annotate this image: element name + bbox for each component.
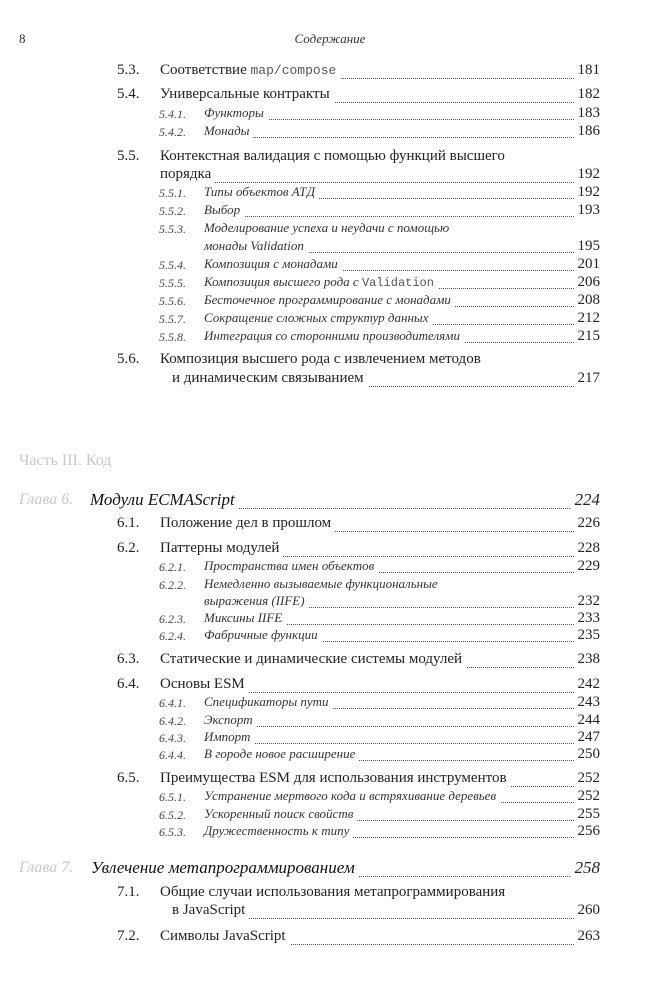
entry-number: 5.5.1. (159, 186, 186, 200)
toc-entry-6-2-4[interactable] (0, 627, 660, 647)
entry-title: Типы объектов АТД (204, 184, 319, 200)
entry-title: Соответствие map/compose (160, 62, 340, 79)
code-text: Validation (361, 276, 434, 290)
entry-number: 5.4. (117, 86, 140, 102)
entry-page: 229 (574, 558, 601, 575)
toc-entry-6-5-1[interactable] (0, 788, 660, 808)
entry-number: 6.2.2. (159, 578, 186, 592)
entry-page: 192 (574, 184, 601, 201)
entry-page: 260 (574, 902, 601, 919)
entry-title: Универсальные контракты (160, 86, 334, 103)
entry-page: 226 (574, 515, 601, 532)
entry-number: 5.5.8. (159, 330, 186, 344)
entry-number: 6.4.4. (159, 748, 186, 762)
entry-title-line2: в JavaScript (172, 902, 249, 919)
entry-title: Паттерны модулей (160, 540, 283, 557)
entry-page: 235 (574, 627, 601, 644)
entry-number: 6.2. (117, 540, 140, 556)
entry-title: Статические и динамические системы модулей (160, 651, 466, 668)
toc-entry-5-3[interactable] (0, 62, 660, 82)
chapter-number: Глава 6. (19, 491, 74, 508)
entry-page: 195 (574, 238, 601, 255)
entry-number: 5.5.7. (159, 312, 186, 326)
entry-number: 5.5.5. (159, 276, 186, 290)
entry-title-line1: Контекстная валидация с помощью функций высшего (160, 148, 505, 164)
entry-page: 256 (574, 823, 601, 840)
entry-number: 5.5.2. (159, 204, 186, 218)
toc-entry-5-4[interactable] (0, 86, 660, 106)
chapter-number: Глава 7. (19, 859, 74, 876)
entry-page: 250 (574, 746, 601, 763)
chapter-title: Модули ECMAScript (90, 490, 239, 510)
toc-chapter-7[interactable] (0, 858, 660, 882)
entry-page: 243 (574, 694, 601, 711)
running-head: Содержание (294, 31, 366, 46)
entry-title: Положение дел в прошлом (160, 515, 335, 532)
entry-title: Миксины IIFE (204, 610, 286, 626)
dot-leader (204, 726, 598, 727)
entry-title: Монады (204, 123, 253, 139)
entry-number: 5.4.1. (159, 107, 186, 121)
entry-title-line2: монады Validation (204, 238, 308, 254)
toc-entry-5-5-2[interactable] (0, 202, 660, 222)
entry-page: 244 (574, 712, 601, 729)
toc-entry-5-4-1[interactable] (0, 105, 660, 125)
toc-chapter-6[interactable] (0, 490, 660, 514)
entry-page: 182 (574, 86, 601, 103)
entry-number: 6.5.2. (159, 808, 186, 822)
entry-title: Спецификаторы пути (204, 694, 333, 710)
entry-title: Бесточечное программирование с монадами (204, 292, 455, 308)
entry-title: Дружественность к типу (204, 823, 353, 839)
code-text: map/compose (250, 63, 337, 78)
entry-page: 242 (574, 676, 601, 693)
entry-page: 232 (574, 593, 601, 610)
toc-entry-5-5-3[interactable] (0, 238, 660, 258)
entry-number: 6.4.1. (159, 696, 186, 710)
toc-entry-6-5[interactable] (0, 770, 660, 790)
entry-page: 183 (574, 105, 601, 122)
entry-number: 7.1. (117, 884, 140, 900)
entry-title: Интеграция со сторонними производителями (204, 328, 464, 344)
entry-title: Устранение мертвого кода и встряхивание деревьев (204, 788, 500, 804)
toc-entry-6-4[interactable] (0, 676, 660, 696)
entry-page: 186 (574, 123, 601, 140)
entry-title-line2: и динамическим связыванием (172, 370, 368, 387)
dot-leader (204, 743, 598, 744)
entry-title-line1: Композиция высшего рода с извлечением методов (160, 351, 481, 367)
chapter-page: 224 (571, 490, 601, 510)
entry-number: 6.4.2. (159, 714, 186, 728)
entry-page: 233 (574, 610, 601, 627)
toc-entry-5-6[interactable] (0, 370, 660, 390)
entry-title: Сокращение сложных структур данных (204, 310, 433, 326)
entry-number: 6.2.3. (159, 612, 186, 626)
entry-page: 201 (574, 256, 601, 273)
entry-title-line2: порядка (160, 166, 215, 183)
entry-page: 217 (574, 370, 601, 387)
chapter-title: Увлечение метапрограммированием (91, 858, 359, 878)
entry-number: 5.5.4. (159, 258, 186, 272)
entry-page: 181 (574, 62, 601, 79)
entry-page: 255 (574, 806, 601, 823)
part-title: Часть III. Код (19, 452, 112, 469)
entry-number: 5.5.6. (159, 294, 186, 308)
toc-entry-5-5-7[interactable] (0, 310, 660, 330)
dot-leader (204, 137, 598, 138)
entry-page: 212 (574, 310, 601, 327)
entry-number: 5.5.3. (159, 222, 186, 236)
toc-entry-6-5-3[interactable] (0, 823, 660, 843)
entry-number: 5.6. (117, 351, 140, 367)
toc-entry-5-5-8[interactable] (0, 328, 660, 348)
entry-title: Функторы (204, 105, 268, 121)
chapter-page: 258 (571, 858, 601, 878)
entry-number: 6.2.4. (159, 629, 186, 643)
toc-entry-6-2[interactable] (0, 540, 660, 560)
entry-number: 6.5.1. (159, 790, 186, 804)
entry-title-line2: выражения (IIFE) (204, 593, 309, 609)
entry-page: 263 (574, 928, 601, 945)
entry-page: 215 (574, 328, 601, 345)
entry-number: 6.1. (117, 515, 140, 531)
entry-title-line1: Общие случаи использования метапрограммирования (160, 884, 506, 900)
entry-title: Основы ESM (160, 676, 249, 693)
toc-entry-5-5[interactable] (0, 166, 660, 186)
entry-number: 6.4.3. (159, 731, 186, 745)
page-number: 8 (19, 31, 26, 46)
entry-title: Ускоренный поиск свойств (204, 806, 357, 822)
toc-entry-5-4-2[interactable] (0, 123, 660, 143)
entry-title: Выбор (204, 202, 244, 218)
entry-number: 6.4. (117, 676, 140, 692)
entry-number: 5.4.2. (159, 125, 186, 139)
entry-page: 252 (574, 788, 601, 805)
entry-number: 6.3. (117, 651, 140, 667)
toc-entry-5-5-4[interactable] (0, 256, 660, 276)
toc-entry-6-2-1[interactable] (0, 558, 660, 578)
dot-leader (160, 182, 598, 183)
entry-page: 192 (574, 166, 601, 183)
entry-number: 7.2. (117, 928, 140, 944)
entry-number: 5.5. (117, 148, 140, 164)
entry-page: 208 (574, 292, 601, 309)
entry-page: 206 (574, 274, 601, 291)
toc-entry-5-5-6[interactable] (0, 292, 660, 312)
entry-title: Экспорт (204, 712, 257, 728)
entry-number: 6.5.3. (159, 825, 186, 839)
entry-title: Преимущества ESM для использования инструментов (160, 770, 511, 787)
toc-entry-7-2[interactable] (0, 928, 660, 948)
toc-entry-5-5-5[interactable] (0, 274, 660, 294)
toc-entry-6-3[interactable] (0, 651, 660, 671)
entry-page: 238 (574, 651, 601, 668)
entry-title: Фабричные функции (204, 627, 322, 643)
entry-number: 6.2.1. (159, 560, 186, 574)
entry-page: 193 (574, 202, 601, 219)
toc-entry-6-4-4[interactable] (0, 746, 660, 766)
toc-entry-5-5-1[interactable] (0, 184, 660, 204)
dot-leader (204, 216, 598, 217)
entry-title: Символы JavaScript (160, 928, 290, 945)
entry-title: Композиция высшего рода с Validation (204, 274, 438, 290)
entry-title: В городе новое расширение (204, 746, 359, 762)
toc-entry-7-1[interactable] (0, 902, 660, 922)
entry-title: Пространства имен объектов (204, 558, 378, 574)
entry-number: 6.5. (117, 770, 140, 786)
entry-title-line1: Моделирование успеха и неудачи с помощью (204, 220, 450, 235)
entry-page: 228 (574, 540, 601, 557)
toc-entry-6-1[interactable] (0, 515, 660, 535)
entry-title: Композиция с монадами (204, 256, 342, 272)
toc-entry-6-4-1[interactable] (0, 694, 660, 714)
entry-number: 5.3. (117, 62, 140, 78)
entry-title: Импорт (204, 729, 254, 745)
entry-page: 247 (574, 729, 601, 746)
entry-page: 252 (574, 770, 601, 787)
entry-title-line1: Немедленно вызываемые функциональные (204, 576, 438, 591)
